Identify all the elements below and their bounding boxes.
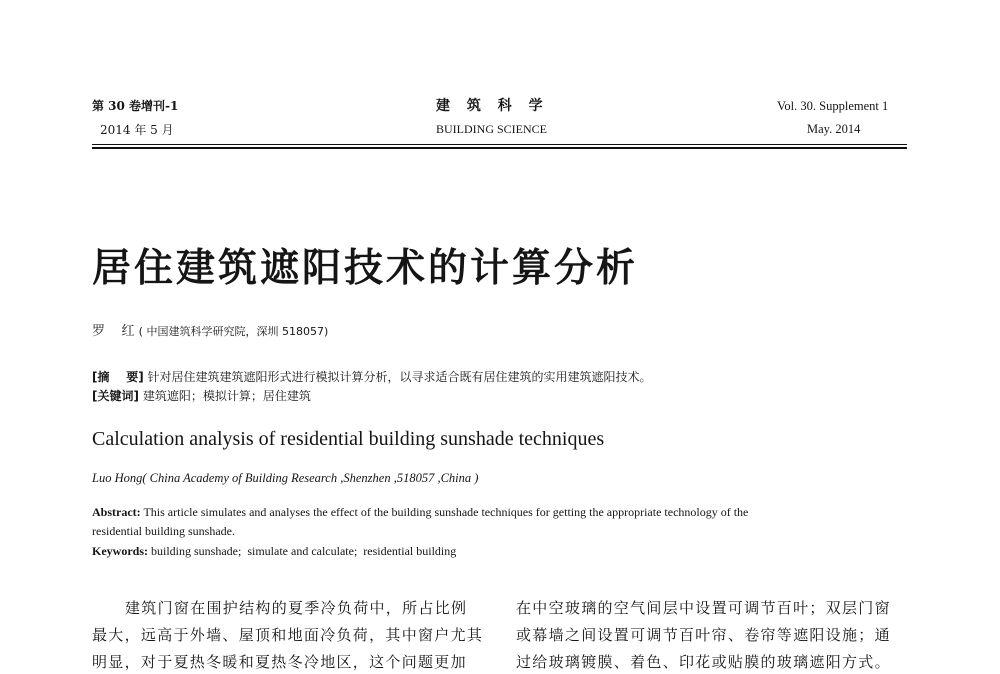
keywords-en: building sunshade; simulate and calculate; residential building [151, 544, 457, 558]
body-left-line2: 最大，远高于外墙、屋顶和地面冷负荷，其中窗户尤其 [92, 626, 484, 644]
body-right-line1: 在中空玻璃的空气间层中设置可调节百叶；双层门窗 [516, 599, 891, 617]
keywords-label-en: Keywords: [92, 544, 148, 558]
abstract-en-text2: residential building sunshade. [92, 524, 235, 538]
article-title-cn: 居住建筑遮阳技术的计算分析 [92, 246, 639, 291]
date-en: May. 2014 [807, 122, 861, 136]
keywords-cn: 建筑遮阳；模拟计算；居住建筑 [142, 389, 311, 403]
header-rule-thick [92, 147, 907, 149]
abstract-cn: 针对居住建筑建筑遮阳形式进行模拟计算分析，以寻求适合既有居住建筑的实用建筑遮阳技术。 [147, 370, 652, 384]
abstract-cn-block [92, 368, 652, 385]
abstract-label-cn: [摘 要] [92, 370, 144, 384]
body-right-line3: 过给玻璃镀膜、着色、印花或贴膜的玻璃遮阳方式。 [516, 653, 891, 671]
article-title-en: Calculation analysis of residential building sunshade techniques [92, 428, 605, 450]
body-right-line2: 或幕墙之间设置可调节百叶帘、卷帘等遮阳设施；通 [516, 626, 891, 644]
author-cn: 罗 红 [92, 324, 135, 339]
journal-name-cn: 建 筑 科 学 [436, 98, 549, 114]
author-line-en [92, 471, 478, 486]
affiliation-en: ( China Academy of Building Research ,Shenzhen ,518057 ,China ) [142, 471, 479, 485]
date-cn: 2014 年 5 月 [100, 123, 174, 137]
body-left-line1: 建筑门窗在围护结构的夏季冷负荷中，所占比例 [125, 599, 468, 617]
keywords-en-block [92, 544, 456, 559]
volume-cn: 第 30 卷增刊-1 [92, 99, 179, 113]
keywords-cn-block [92, 387, 311, 404]
affiliation-cn: ( 中国建筑科学研究院，深圳 518057) [138, 325, 329, 338]
author-en: Luo Hong [92, 471, 143, 485]
abstract-label-en: Abstract: [92, 505, 141, 519]
body-left-line3: 明显，对于夏热冬暖和夏热冬冷地区，这个问题更加 [92, 653, 467, 671]
author-line-cn [92, 320, 328, 339]
header-rule-thin [92, 144, 907, 145]
abstract-en-line1 [92, 505, 748, 520]
keywords-label-cn: [关键词] [92, 389, 139, 403]
journal-name-en: BUILDING SCIENCE [436, 122, 547, 136]
volume-en: Vol. 30. Supplement 1 [777, 99, 889, 113]
abstract-en-text1: This article simulates and analyses the effect of the building sunshade techniques for getting the appropriate technology of the [143, 505, 749, 519]
